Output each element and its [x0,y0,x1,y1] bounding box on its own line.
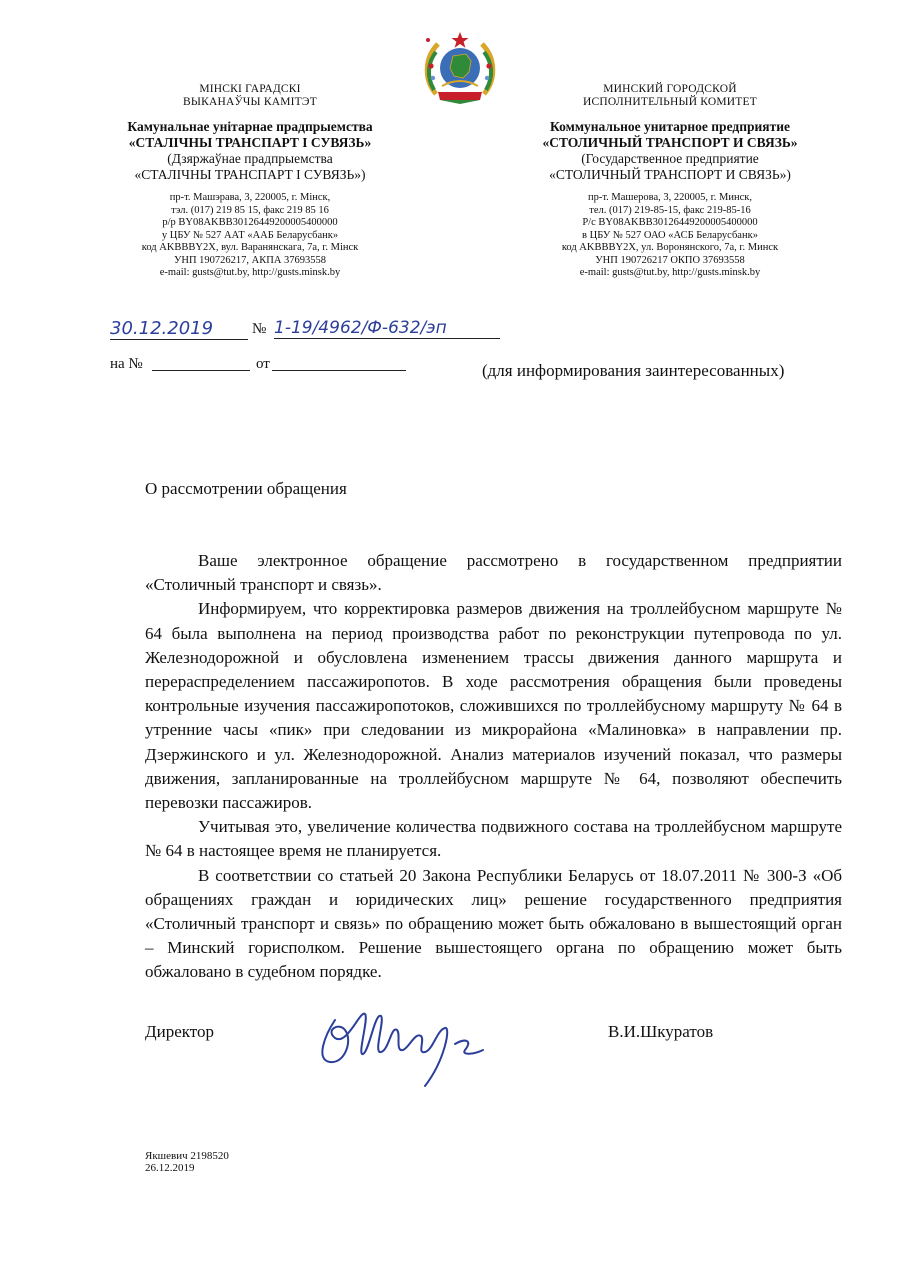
executor-date: 26.12.2019 [145,1162,195,1174]
executor-line: Якшевич 2198520 [145,1150,229,1162]
left-address-line: у ЦБУ № 527 ААТ «ААБ Беларусбанк» [161,229,339,241]
ref-date-label: от [256,356,270,372]
left-enterprise-line1: Камунальнае унітарнае прадпрыемства [127,119,373,134]
left-org-line2: ВЫКАНАЎЧЫ КАМІТЭТ [183,96,317,108]
right-enterprise-line1: Коммунальное унитарное предприятие [550,119,790,134]
right-state-line2: «СТОЛИЧНЫЙ ТРАНСПОРТ И СВЯЗЬ») [549,167,791,182]
left-address-line: e-mail: gusts@tut.by, http://gusts.minsk.by [159,267,341,278]
left-state-line1: (Дзяржаўнае прадпрыемства [167,151,333,166]
signatory-position: Директор [145,1022,214,1041]
ref-number-blank [152,370,250,371]
body-paragraph: В соответствии со статьей 20 Закона Республики Беларусь от 18.07.2011 № 300-З «Об обращениях граждан и юридических лиц» решение государственного предприятия «Столичный транспорт и связь» по обращению может быть обжаловано в вышестоящий орган – Минский горисполком. Решение вышестоящего органа по обращению может быть обжаловано в судебном порядке. [145,865,842,982]
left-address-line: УНП 190726217, АКПА 37693558 [173,254,327,266]
ref-date-blank [272,370,406,371]
reg-date: 30.12.2019 [110,318,248,340]
subject-line: О рассмотрении обращения [145,479,347,498]
right-address-line: код AKBBBY2X, ул. Воронянского, 7а, г. Минск [561,242,779,253]
right-enterprise-line2: «СТОЛИЧНЫЙ ТРАНСПОРТ И СВЯЗЬ» [542,135,798,150]
left-address-line: пр-т. Машэрава, 3, 220005, г. Мінск, [169,192,331,203]
left-enterprise-line2: «СТАЛІЧНЫ ТРАНСПАРТ І СУВЯЗЬ» [128,135,372,150]
state-emblem-icon [420,28,500,108]
right-address-line: УНП 190726217 ОКПО 37693558 [595,254,745,266]
left-org-line1: МІНСКІ ГАРАДСКІ [199,83,301,95]
right-address-line: тел. (017) 219-85-15, факс 219-85-16 [589,204,751,216]
right-address-line: e-mail: gusts@tut.by, http://gusts.minsk.by [579,267,761,278]
handwritten-signature-icon [305,990,515,1090]
ref-number-label: на № [110,356,143,372]
right-state-line1: (Государственное предприятие [581,151,759,166]
right-address-line: Р/с BY08AKBB30126449200005400000 [582,217,758,228]
right-org-line1: МИНСКИЙ ГОРОДСКОЙ [603,83,737,95]
body-paragraph: Учитывая это, увеличение количества подвижного состава на троллейбусном маршруте № 64 в настоящее время не планируется. [145,817,842,861]
reg-number-label: № [252,321,267,337]
reg-number: 1-19/4962/Ф-632/эп [274,318,500,339]
right-address-line: в ЦБУ № 527 ОАО «АСБ Беларусбанк» [582,229,758,241]
left-state-line2: «СТАЛІЧНЫ ТРАНСПАРТ І СУВЯЗЬ») [134,167,366,182]
recipient-note: (для информирования заинтересованных) [482,361,785,380]
body-paragraph: Информируем, что корректировка размеров движения на троллейбусном маршруте № 64 была выполнена на период производства работ по реконструкции путепровода по ул. Железнодорожной и обусловлена изменением трассы движения данного маршрута и перераспределением пассажиропотов. В ходе рассмотрения обращения были проведены контрольные изучения пассажиропотоков, сложившихся по троллейбусному маршруту № 64 в утренние часы «пик» при следовании из микрорайона «Малиновка» в направлении пр. Дзержинского и ул. Железнодорожной. Анализ материалов изучений показал, что размеры движения, запланированные на троллейбусном маршруте № 64, позволяют обеспечить перевозки пассажиров. [145,599,842,813]
left-address-line: тэл. (017) 219 85 15, факс 219 85 16 [171,204,329,216]
right-letterhead [510,83,830,280]
body-paragraph: Ваше электронное обращение рассмотрено в государственном предприятии «Столичный транспорт и связь». [145,551,842,595]
left-address-line: код AKBBBY2X, вул. Варанянскага, 7а, г. Мінск [141,242,359,253]
left-letterhead [100,83,400,280]
reference-row [110,356,430,378]
executor-footer [145,1150,229,1174]
right-address-line: пр-т. Машерова, 3, 220005, г. Минск, [588,192,752,203]
registration-row [110,318,530,344]
letter-body [145,549,842,985]
signatory-name: В.И.Шкуратов [608,1022,714,1041]
right-org-line2: ИСПОЛНИТЕЛЬНЫЙ КОМИТЕТ [583,96,757,108]
left-address-line: р/р BY08AKBB30126449200005400000 [162,217,338,228]
